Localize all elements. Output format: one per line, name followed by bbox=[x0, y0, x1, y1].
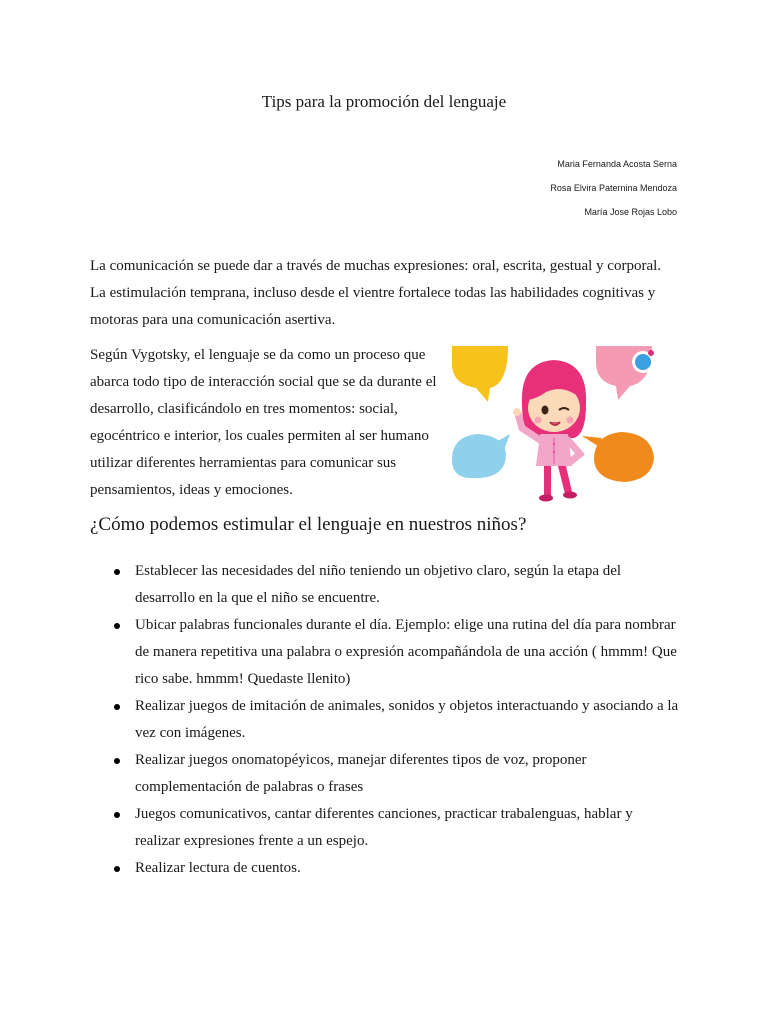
bullet-icon bbox=[114, 812, 120, 818]
list-item bbox=[90, 693, 680, 747]
bullet-icon bbox=[114, 623, 120, 629]
bullet-icon bbox=[114, 569, 120, 575]
bullet-icon bbox=[114, 758, 120, 764]
list-item bbox=[90, 747, 680, 801]
bullet-icon bbox=[114, 866, 120, 872]
tip-text: Realizar juegos onomatopéyicos, manejar diferentes tipos de voz, proponer complementación de palabras o frases bbox=[135, 752, 587, 795]
intro-paragraph: La comunicación se puede dar a través de muchas expresiones: oral, escrita, gestual y corporal. La estimulación temprana, incluso desde el vientre fortalece todas las habilidades cognitivas y motoras para una comunicación asertiva. bbox=[90, 258, 662, 328]
list-item bbox=[90, 801, 680, 855]
speech-bubble-blue bbox=[452, 434, 510, 478]
author-name: Maria Fernanda Acosta Serna bbox=[557, 159, 677, 169]
document-title: Tips para la promoción del lenguaje bbox=[261, 92, 507, 111]
speech-bubble-yellow bbox=[452, 346, 508, 402]
tip-text: Realizar juegos de imitación de animales, sonidos y objetos interactuando y asociando a la vez con imágenes. bbox=[135, 698, 679, 741]
girl-figure bbox=[513, 360, 586, 502]
author-list bbox=[550, 152, 677, 224]
speech-bubble-orange bbox=[582, 432, 654, 482]
list-item bbox=[90, 855, 680, 882]
speech-bubble-pink bbox=[596, 346, 654, 400]
list-item bbox=[90, 612, 680, 693]
tips-list bbox=[90, 558, 680, 882]
section-heading: ¿Cómo podemos estimular el lenguaje en nuestros niños? bbox=[90, 514, 527, 535]
list-item bbox=[90, 558, 680, 612]
tip-text: Realizar lectura de cuentos. bbox=[135, 860, 301, 876]
author-name: Rosa Elvira Paternina Mendoza bbox=[550, 183, 677, 193]
bullet-icon bbox=[114, 704, 120, 710]
tip-text: Ubicar palabras funcionales durante el día. Ejemplo: elige una rutina del día para nombrar de manera repetitiva una palabra o expresión acompañándola de una acción ( hmmm! Que rico sabe. hmmm! Quedaste llenito) bbox=[135, 617, 677, 687]
tip-text: Juegos comunicativos, cantar diferentes canciones, practicar trabalenguas, hablar y realizar expresiones frente a un espejo. bbox=[135, 806, 633, 849]
girl-speech-bubbles-illustration bbox=[446, 342, 662, 504]
tip-text: Establecer las necesidades del niño teniendo un objetivo claro, según la etapa del desarrollo en la que el niño se encuentre. bbox=[135, 563, 622, 606]
author-name: María Jose Rojas Lobo bbox=[584, 207, 677, 217]
vygotsky-paragraph: Según Vygotsky, el lenguaje se da como un proceso que abarca todo tipo de interacción social que se da durante el desarrollo, clasificándolo en tres momentos: social, egocéntrico e interior, los cuales permiten al ser humano utilizar diferentes herramientas para comunicar sus pensamientos, ideas y emociones. bbox=[90, 347, 437, 498]
